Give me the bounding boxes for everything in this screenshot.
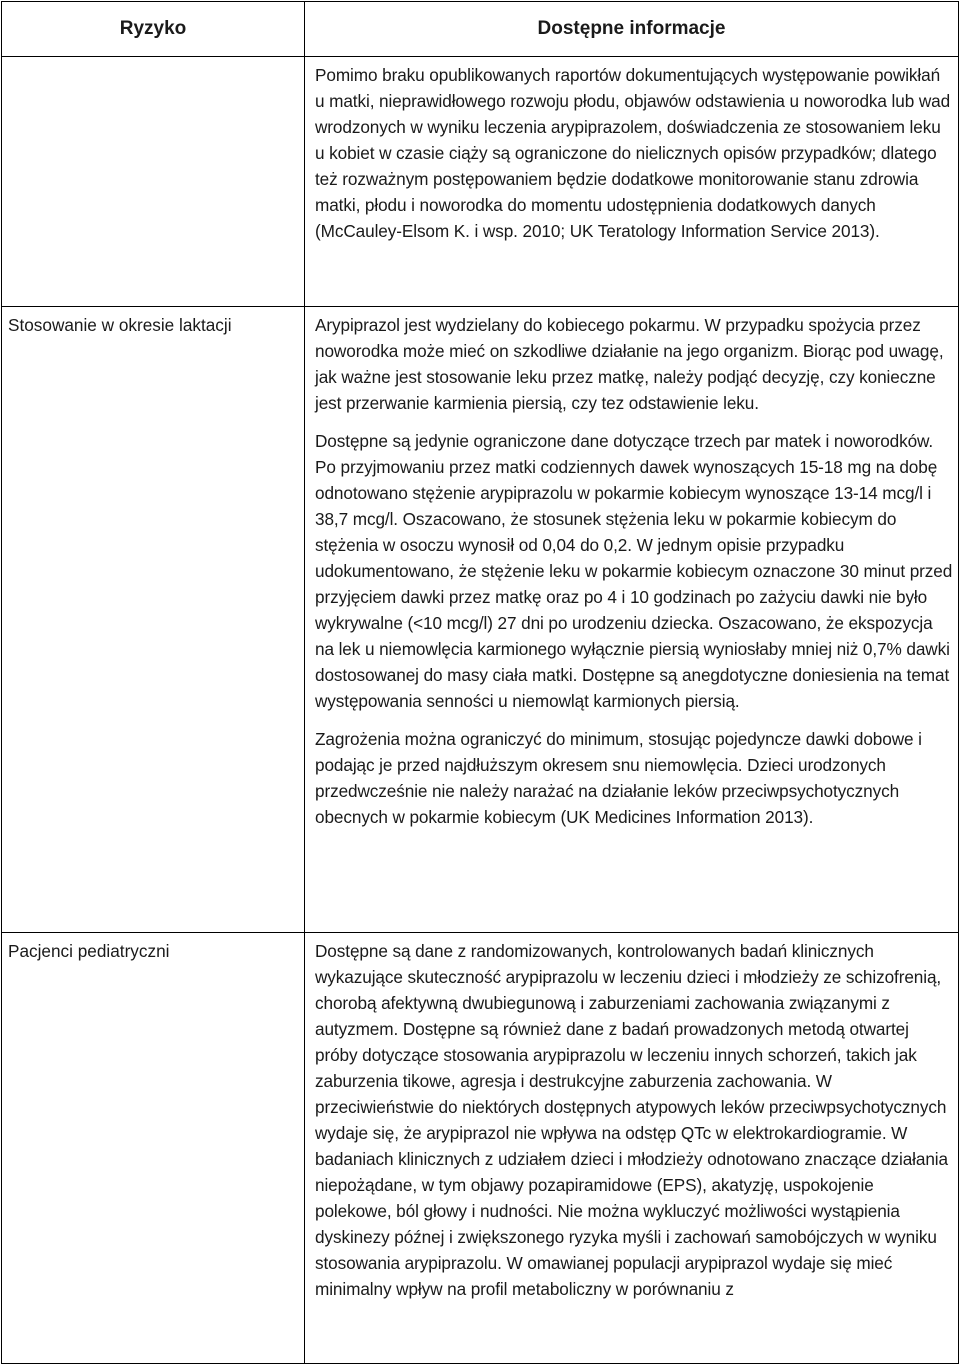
- info-cell: [305, 933, 959, 1364]
- info-cell: [305, 307, 959, 933]
- risk-info-table: [1, 1, 959, 1364]
- risk-label: Stosowanie w okresie laktacji: [8, 315, 232, 335]
- risk-label: Pacjenci pediatryczni: [8, 941, 170, 961]
- table-header-row: [2, 2, 959, 57]
- info-paragraph: Dostępne są dane z randomizowanych, kontrolowanych badań klinicznych wykazujące skuteczność arypiprazolu w leczeniu dzieci i młodzieży ze schizofrenią, chorobą afektywną dwubiegunową i zaburzeniami zachowania związanymi z autyzmem. Dostępne są również dane z badań prowadzonych metodą otwartej próby dotyczące stosowania arypiprazolu w leczeniu innych schorzeń, takich jak zaburzenia tikowe, agresja i destrukcyjne zaburzenia zachowania. W przeciwieństwie do niektórych dostępnych atypowych leków przeciwpsychotycznych wydaje się, że arypiprazol nie wpływa na odstęp QTc w elektrokardiogramie. W badaniach klinicznych z udziałem dzieci i młodzieży odnotowano znaczące działania niepożądane, w tym objawy pozapiramidowe (EPS), akatyzję, uspokojenie polekowe, ból głowy i nudności. Nie można wykluczyć możliwości wystąpienia dyskinezy późnej i zwiększonego ryzyka myśli i zachowań samobójczych w wyniku stosowania arypiprazolu. W omawianej populacji arypiprazol wydaje się mieć minimalny wpływ na profil metaboliczny w porównaniu z: [315, 941, 948, 1299]
- info-paragraph: Zagrożenia można ograniczyć do minimum, stosując pojedyncze dawki dobowe i podając je przed najdłuższym okresem snu niemowlęcia. Dzieci urodzonych przedwcześnie nie należy narażać na działanie leków przeciwpsychotycznych obecnych w pokarmie kobiecym (UK Medicines Information 2013).: [315, 729, 922, 827]
- info-paragraph: Dostępne są jedynie ograniczone dane dotyczące trzech par matek i noworodków. Po przyjmowaniu przez matki codziennych dawek wynoszących 15-18 mg na dobę odnotowano stężenie arypiprazolu w pokarmie kobiecym wynoszące 13-14 mcg/l i 38,7 mcg/l. Oszacowano, że stosunek stężenia leku w pokarmie kobiecym do stężenia w osoczu wynosił od 0,04 do 0,2. W jednym opisie przypadku udokumentowano, że stężenie leku w pokarmie kobiecym oznaczone 30 minut przed przyjęciem dawki przez matkę oraz po 4 i 10 godzinach po zażyciu dawki nie było wykrywalne (<10 mcg/l) 27 dni po urodzeniu dziecka. Oszacowano, że ekspozycja na lek u niemowlęcia karmionego wyłącznie piersią wyniosłaby mniej niż 0,7% dawki dostosowanej do masy ciała matki. Dostępne są anegdotyczne doniesienia na temat występowania senności u niemowląt karmionych piersią.: [315, 431, 953, 711]
- risk-cell: [2, 933, 305, 1364]
- risk-cell: [2, 307, 305, 933]
- table-row-pediatric: [2, 933, 959, 1364]
- header-info: Dostępne informacje: [305, 2, 959, 57]
- risk-cell: [2, 57, 305, 307]
- info-cell: [305, 57, 959, 307]
- table-row-pregnancy: [2, 57, 959, 307]
- info-paragraph: Pomimo braku opublikowanych raportów dokumentujących występowanie powikłań u matki, nieprawidłowego rozwoju płodu, objawów odstawienia u noworodka lub wad wrodzonych w wyniku leczenia arypiprazolem, doświadczenia ze stosowaniem leku u kobiet w czasie ciąży są ograniczone do nielicznych opisów przypadków; dlatego też rozważnym postępowaniem będzie dodatkowe monitorowanie stanu zdrowia matki, płodu i noworodka do momentu udostępnienia dodatkowych danych (McCauley-Elsom K. i wsp. 2010; UK Teratology Information Service 2013).: [315, 65, 951, 241]
- table-row-lactation: [2, 307, 959, 933]
- info-paragraph: Arypiprazol jest wydzielany do kobiecego pokarmu. W przypadku spożycia przez noworodka może mieć on szkodliwe działanie na jego organizm. Biorąc pod uwagę, jak ważne jest stosowanie leku przez matkę, należy podjąć decyzję, czy konieczne jest przerwanie karmienia piersią, czy tez odstawienie leku.: [315, 315, 944, 413]
- header-risk: Ryzyko: [2, 2, 305, 57]
